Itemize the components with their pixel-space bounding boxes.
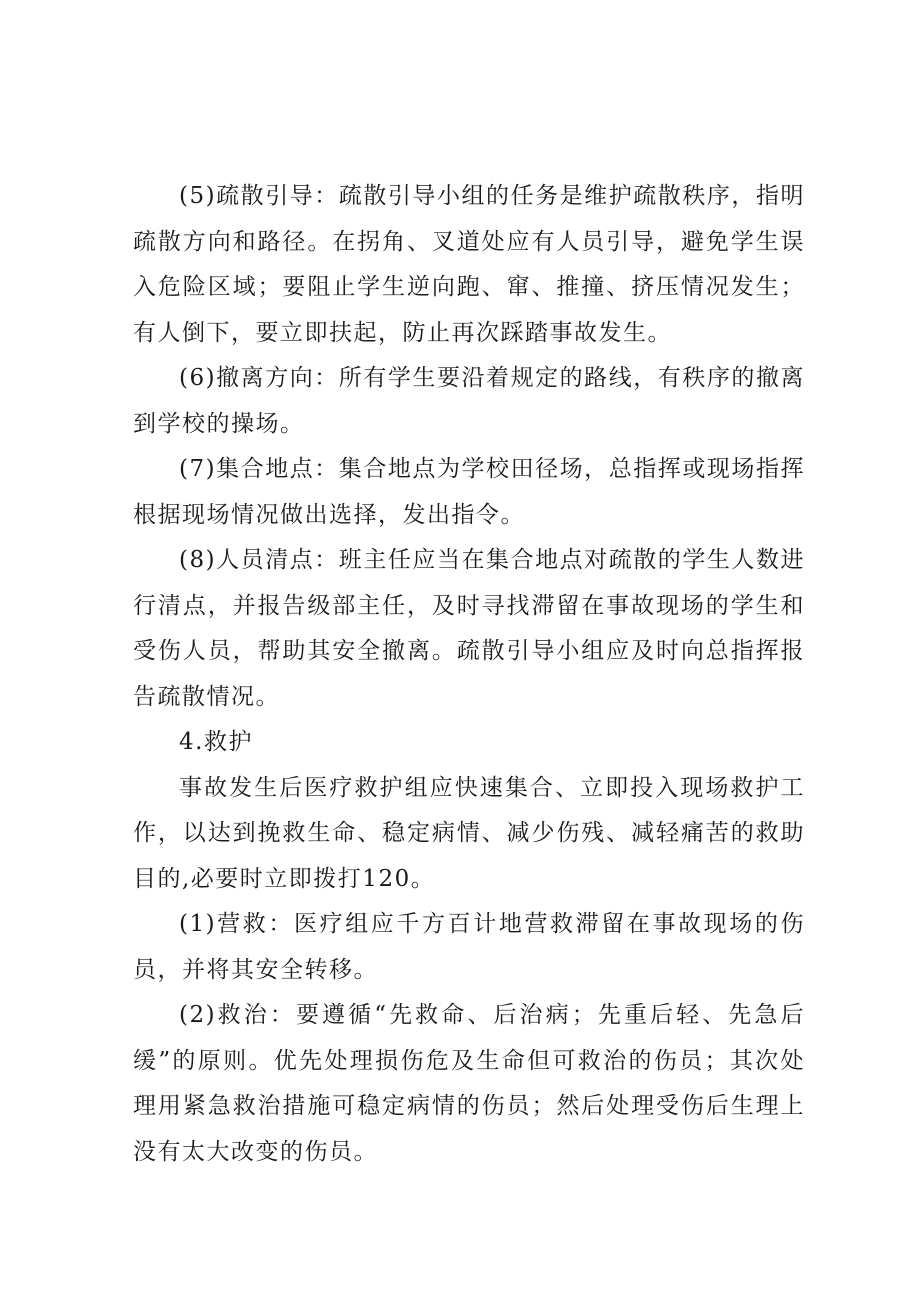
paragraph-headcount: (8)人员清点：班主任应当在集合地点对疏散的学生人数进行清点，并报告级部主任，及时寻找滞留在事故现场的学生和受伤人员，帮助其安全撤离。疏散引导小组应及时向总指挥报告疏散情况。 — [133, 547, 805, 710]
paragraph-evacuation-direction: (6)撤离方向：所有学生要沿着规定的路线，有秩序的撤离到学校的操场。 — [133, 365, 805, 437]
paragraph-rescue-intro: 事故发生后医疗救护组应快速集合、立即投入现场救护工作，以达到挽救生命、稳定病情、减少伤残、减轻痛苦的救助目的,必要时立即拨打120。 — [133, 774, 805, 892]
document-body — [133, 174, 805, 1175]
section-heading-rescue: 4.救护 — [179, 729, 253, 755]
paragraph-evacuation-guidance: (5)疏散引导：疏散引导小组的任务是维护疏散秩序，指明疏散方向和路径。在拐角、叉道处应有人员引导，避免学生误入危险区域；要阻止学生逆向跑、窜、推撞、挤压情况发生；有人倒下，要立即扶起，防止再次踩踏事故发生。 — [133, 183, 805, 346]
paragraph-search-rescue: (1)营救：医疗组应千方百计地营救滞留在事故现场的伤员，并将其安全转移。 — [133, 911, 805, 983]
paragraph-assembly-point: (7)集合地点：集合地点为学校田径场，总指挥或现场指挥根据现场情况做出选择，发出指令。 — [133, 456, 805, 528]
paragraph-treatment: (2)救治：要遵循“先救命、后治病；先重后轻、先急后缓”的原则。优先处理损伤危及生命但可救治的伤员；其次处理用紧急救治措施可稳定病情的伤员；然后处理受伤后生理上没有太大改变的伤员。 — [133, 1002, 805, 1165]
